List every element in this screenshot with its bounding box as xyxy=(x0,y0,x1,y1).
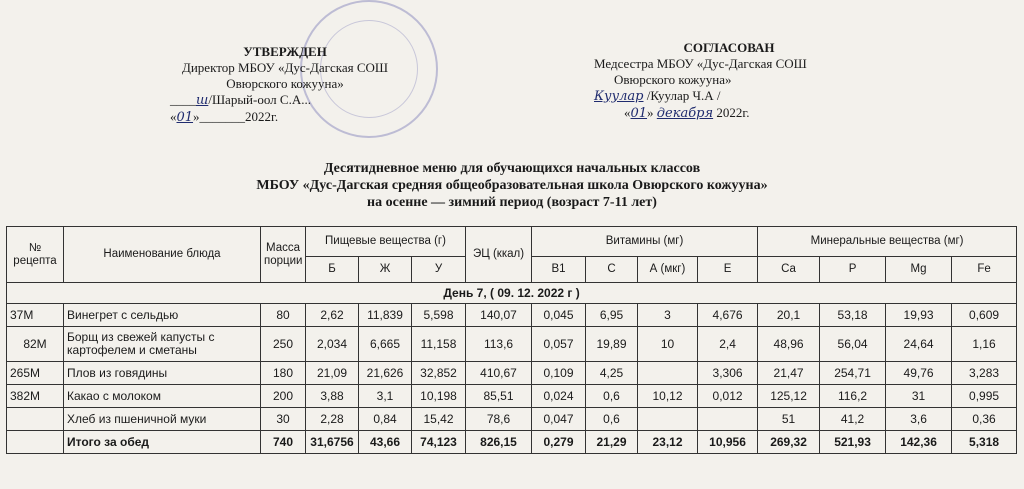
cell-u: 15,42 xyxy=(412,408,466,431)
cell-a: 10,12 xyxy=(638,385,698,408)
cell-p: 56,04 xyxy=(820,327,886,362)
agreement-date-open: « xyxy=(624,105,631,120)
cell-fe: 5,318 xyxy=(952,431,1017,454)
agreement-date-month: декабря xyxy=(656,106,714,121)
agreement-line2: Овюрского кожууна» xyxy=(614,72,732,87)
header-dish: Наименование блюда xyxy=(64,227,261,283)
header-p: Р xyxy=(820,257,886,283)
cell-b1: 0,045 xyxy=(532,304,586,327)
cell-ca: 20,1 xyxy=(758,304,820,327)
agreement-signature: Куулар xyxy=(594,89,644,104)
approval-date-mid: »_ xyxy=(193,109,207,124)
cell-p: 254,71 xyxy=(820,362,886,385)
approval-date-open: « xyxy=(170,109,177,124)
cell-zh: 21,626 xyxy=(359,362,412,385)
header-u: У xyxy=(412,257,466,283)
title-line1: Десятидневное меню для обучающихся начальных классов xyxy=(323,161,701,176)
cell-b: 2,62 xyxy=(306,304,359,327)
cell-p: 521,93 xyxy=(820,431,886,454)
cell-a: 3 xyxy=(638,304,698,327)
cell-code xyxy=(7,431,64,454)
header-fe: Fe xyxy=(952,257,1017,283)
agreement-title: СОГЛАСОВАН xyxy=(683,40,775,55)
cell-c: 4,25 xyxy=(586,362,638,385)
table-row xyxy=(7,304,1017,327)
header-a: А (мкг) xyxy=(638,257,698,283)
cell-code: 382М xyxy=(7,385,64,408)
table-row xyxy=(7,408,1017,431)
header-mass: Масса порции xyxy=(261,227,306,283)
cell-b1: 0,047 xyxy=(532,408,586,431)
cell-b: 31,6756 xyxy=(306,431,359,454)
cell-zh: 0,84 xyxy=(359,408,412,431)
cell-mg: 31 xyxy=(886,385,952,408)
cell-mg: 24,64 xyxy=(886,327,952,362)
cell-mass: 180 xyxy=(261,362,306,385)
cell-ca: 21,47 xyxy=(758,362,820,385)
header-e: Е xyxy=(698,257,758,283)
cell-name: Плов из говядины xyxy=(64,362,261,385)
header-ca: Са xyxy=(758,257,820,283)
cell-ec: 78,6 xyxy=(466,408,532,431)
agreement-signature-line xyxy=(594,88,864,105)
cell-code xyxy=(7,408,64,431)
cell-mass: 740 xyxy=(261,431,306,454)
approval-signature-prefix: ____ xyxy=(170,92,196,107)
approval-date xyxy=(170,109,400,126)
header-mg: Mg xyxy=(886,257,952,283)
cell-name: Борщ из свежей капусты с картофелем и сметаны xyxy=(64,327,261,362)
title-line2: МБОУ «Дус-Дагская средняя общеобразовательная школа Овюрского кожууна» xyxy=(256,178,768,193)
approval-title: УТВЕРЖДЕН xyxy=(243,44,327,59)
cell-ec: 410,67 xyxy=(466,362,532,385)
agreement-block xyxy=(594,40,864,122)
cell-b1: 0,057 xyxy=(532,327,586,362)
cell-e: 0,012 xyxy=(698,385,758,408)
cell-a: 23,12 xyxy=(638,431,698,454)
cell-mg: 19,93 xyxy=(886,304,952,327)
cell-fe: 1,16 xyxy=(952,327,1017,362)
approval-signature-line xyxy=(170,92,400,109)
approval-date-month: _____ xyxy=(206,109,239,124)
cell-u: 11,158 xyxy=(412,327,466,362)
cell-ca: 125,12 xyxy=(758,385,820,408)
agreement-date xyxy=(594,105,864,122)
header-b: Б xyxy=(306,257,359,283)
cell-p: 41,2 xyxy=(820,408,886,431)
cell-fe: 0,609 xyxy=(952,304,1017,327)
header-energy: ЭЦ (ккал) xyxy=(466,227,532,283)
approval-date-year: _2022г. xyxy=(238,109,279,124)
approval-signature: ш xyxy=(196,93,209,108)
cell-p: 53,18 xyxy=(820,304,886,327)
table-row xyxy=(7,327,1017,362)
cell-e: 3,306 xyxy=(698,362,758,385)
cell-name: Винегрет с сельдью xyxy=(64,304,261,327)
header-nutrients: Пищевые вещества (г) xyxy=(306,227,466,257)
title-line3: на осенне — зимний период (возраст 7-11 лет) xyxy=(367,195,657,210)
cell-code: 82М xyxy=(7,327,64,362)
agreement-date-year: 2022г. xyxy=(716,105,750,120)
cell-c: 0,6 xyxy=(586,408,638,431)
approval-block xyxy=(170,44,400,126)
agreement-date-day: 01 xyxy=(630,106,648,121)
cell-zh: 11,839 xyxy=(359,304,412,327)
cell-mg: 3,6 xyxy=(886,408,952,431)
cell-e: 10,956 xyxy=(698,431,758,454)
cell-fe: 3,283 xyxy=(952,362,1017,385)
cell-mass: 30 xyxy=(261,408,306,431)
cell-mass: 200 xyxy=(261,385,306,408)
cell-c: 0,6 xyxy=(586,385,638,408)
cell-a: 10 xyxy=(638,327,698,362)
cell-b: 3,88 xyxy=(306,385,359,408)
cell-ec: 140,07 xyxy=(466,304,532,327)
day-label: День 7, ( 09. 12. 2022 г ) xyxy=(7,283,1017,304)
cell-name: Хлеб из пшеничной муки xyxy=(64,408,261,431)
cell-zh: 3,1 xyxy=(359,385,412,408)
cell-ca: 48,96 xyxy=(758,327,820,362)
cell-code: 265М xyxy=(7,362,64,385)
agreement-date-mid: » xyxy=(647,105,654,120)
cell-mass: 250 xyxy=(261,327,306,362)
cell-fe: 0,36 xyxy=(952,408,1017,431)
cell-u: 10,198 xyxy=(412,385,466,408)
cell-c: 21,29 xyxy=(586,431,638,454)
header-b1: В1 xyxy=(532,257,586,283)
cell-u: 32,852 xyxy=(412,362,466,385)
header-recipe: № рецепта xyxy=(7,227,64,283)
agreement-signature-name: /Куулар Ч.А / xyxy=(646,88,721,103)
cell-zh: 43,66 xyxy=(359,431,412,454)
cell-b1: 0,279 xyxy=(532,431,586,454)
cell-name: Какао с молоком xyxy=(64,385,261,408)
cell-mass: 80 xyxy=(261,304,306,327)
menu-table xyxy=(6,226,1017,454)
cell-zh: 6,665 xyxy=(359,327,412,362)
header-minerals: Минеральные вещества (мг) xyxy=(758,227,1017,257)
document-title xyxy=(0,160,1024,211)
header-zh: Ж xyxy=(359,257,412,283)
approval-line2: Овюрского кожууна» xyxy=(226,76,344,91)
cell-a xyxy=(638,408,698,431)
cell-e: 4,676 xyxy=(698,304,758,327)
cell-fe: 0,995 xyxy=(952,385,1017,408)
table-row xyxy=(7,362,1017,385)
cell-e xyxy=(698,408,758,431)
approval-date-day: 01 xyxy=(176,110,194,125)
cell-b: 21,09 xyxy=(306,362,359,385)
cell-ca: 269,32 xyxy=(758,431,820,454)
cell-ec: 113,6 xyxy=(466,327,532,362)
cell-c: 19,89 xyxy=(586,327,638,362)
cell-b1: 0,109 xyxy=(532,362,586,385)
cell-u: 5,598 xyxy=(412,304,466,327)
cell-name: Итого за обед xyxy=(64,431,261,454)
cell-ec: 85,51 xyxy=(466,385,532,408)
cell-c: 6,95 xyxy=(586,304,638,327)
cell-e: 2,4 xyxy=(698,327,758,362)
header-c: С xyxy=(586,257,638,283)
cell-ec: 826,15 xyxy=(466,431,532,454)
total-row xyxy=(7,431,1017,454)
cell-b1: 0,024 xyxy=(532,385,586,408)
header-vitamins: Витамины (мг) xyxy=(532,227,758,257)
table-row xyxy=(7,385,1017,408)
cell-b: 2,034 xyxy=(306,327,359,362)
cell-ca: 51 xyxy=(758,408,820,431)
cell-a xyxy=(638,362,698,385)
approval-signature-name: /Шарый-оол С.А... xyxy=(208,92,311,107)
cell-b: 2,28 xyxy=(306,408,359,431)
cell-code: 37М xyxy=(7,304,64,327)
cell-p: 116,2 xyxy=(820,385,886,408)
cell-mg: 142,36 xyxy=(886,431,952,454)
cell-u: 74,123 xyxy=(412,431,466,454)
approval-line1: Директор МБОУ «Дус-Дагская СОШ xyxy=(181,60,389,75)
agreement-line1: Медсестра МБОУ «Дус-Дагская СОШ xyxy=(594,56,807,71)
cell-mg: 49,76 xyxy=(886,362,952,385)
